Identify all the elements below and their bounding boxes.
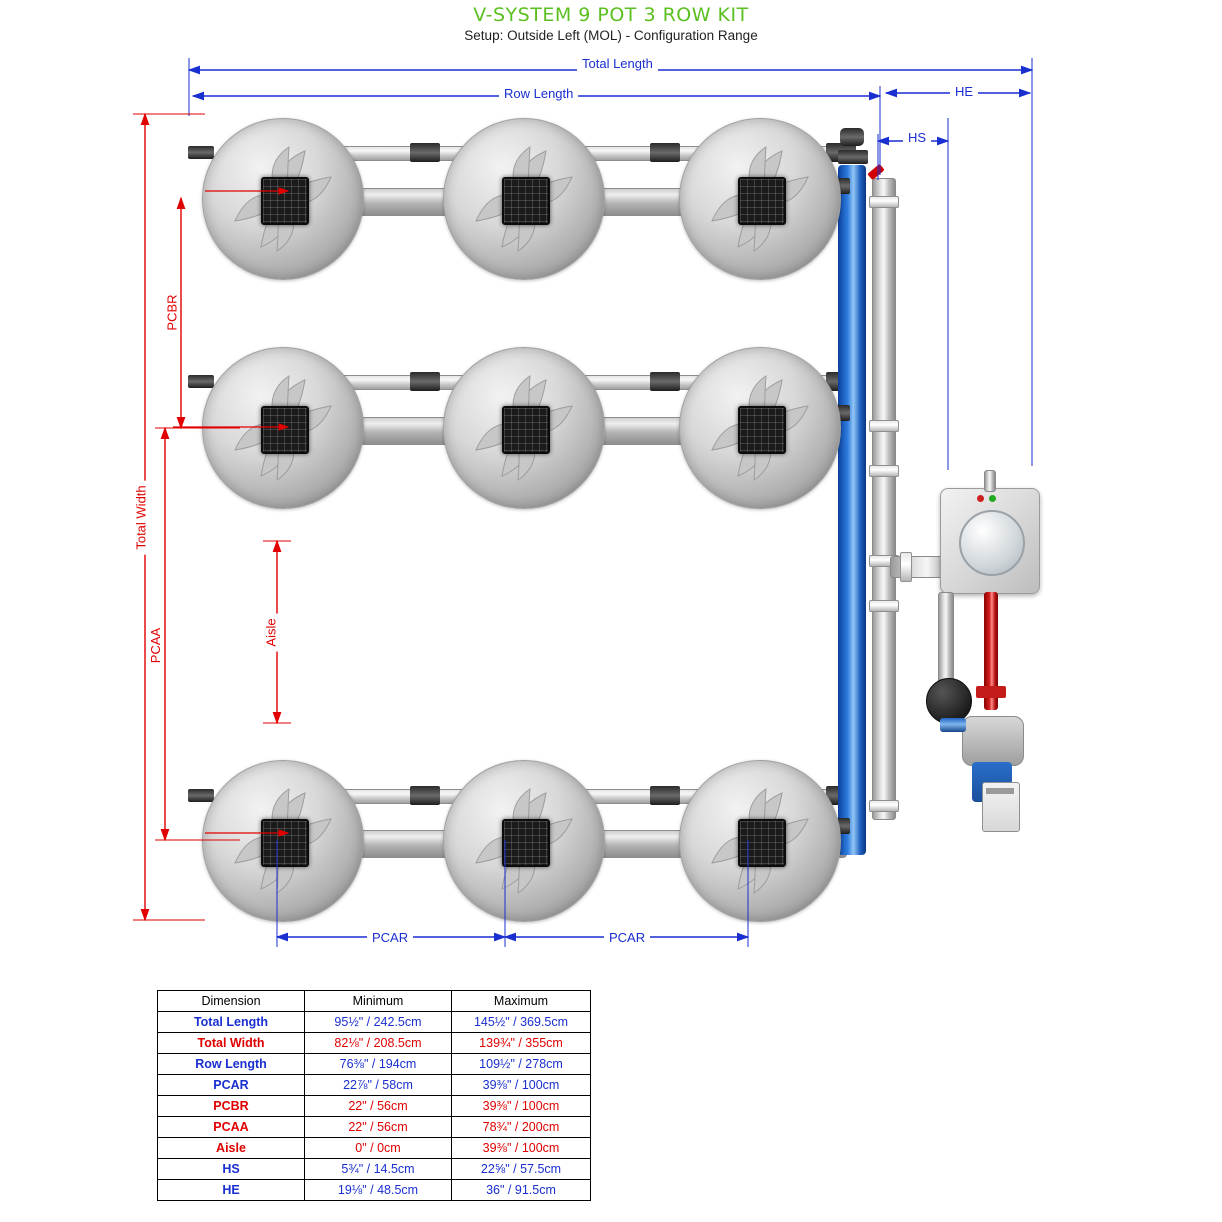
pot-r2-c3[interactable]	[679, 347, 841, 509]
row1-fitting-b	[650, 143, 680, 162]
pot-hub	[738, 177, 786, 225]
pot-r3-c2[interactable]	[443, 760, 605, 922]
pot-r3-c1[interactable]	[202, 760, 364, 922]
table-cell-dimension: HS	[158, 1159, 305, 1180]
table-cell-minimum: 22" / 56cm	[305, 1096, 452, 1117]
dimensions-table	[157, 990, 591, 1201]
blue-manifold-vertical	[838, 165, 866, 855]
label-hs: HS	[903, 130, 931, 145]
label-he: HE	[950, 84, 978, 99]
table-cell-minimum: 22" / 56cm	[305, 1117, 452, 1138]
table-cell-maximum: 22⅝" / 57.5cm	[452, 1159, 591, 1180]
table-cell-maximum: 39⅜" / 100cm	[452, 1075, 591, 1096]
controller-led-green	[989, 495, 996, 502]
table-cell-dimension: Total Length	[158, 1012, 305, 1033]
table-cell-maximum: 39⅜" / 100cm	[452, 1138, 591, 1159]
grey-return-pipe	[872, 178, 896, 820]
row3-left-endcap	[188, 789, 214, 802]
table-cell-minimum: 19⅛" / 48.5cm	[305, 1180, 452, 1201]
red-valve[interactable]	[976, 686, 1006, 698]
controller-led-red	[977, 495, 984, 502]
table-cell-maximum: 109½" / 278cm	[452, 1054, 591, 1075]
table-cell-minimum: 82⅛" / 208.5cm	[305, 1033, 452, 1054]
table-cell-maximum: 39⅜" / 100cm	[452, 1096, 591, 1117]
controller-feed-collar	[900, 552, 912, 582]
pot-hub	[738, 819, 786, 867]
pot-r2-c2[interactable]	[443, 347, 605, 509]
table-cell-dimension: Aisle	[158, 1138, 305, 1159]
label-total-length: Total Length	[577, 56, 658, 71]
table-cell-minimum: 95½" / 242.5cm	[305, 1012, 452, 1033]
table-cell-maximum: 78¾" / 200cm	[452, 1117, 591, 1138]
table-cell-dimension: PCAA	[158, 1117, 305, 1138]
grey-pipe-collar-6	[869, 800, 899, 812]
label-row-length: Row Length	[499, 86, 578, 101]
row1-fitting-a	[410, 143, 440, 162]
table-cell-dimension: Total Width	[158, 1033, 305, 1054]
pot-r3-c3[interactable]	[679, 760, 841, 922]
table-row	[158, 1138, 591, 1159]
table-cell-maximum: 145½" / 369.5cm	[452, 1012, 591, 1033]
label-pcbr: PCBR	[165, 289, 180, 335]
grey-pipe-collar-3	[869, 465, 899, 477]
pot-r1-c1[interactable]	[202, 118, 364, 280]
table-cell-dimension: HE	[158, 1180, 305, 1201]
table-cell-dimension: PCBR	[158, 1096, 305, 1117]
pot-hub	[502, 406, 550, 454]
table-header-cell: Minimum	[305, 991, 452, 1012]
controller-box[interactable]	[940, 488, 1040, 594]
controller-stem	[984, 470, 996, 492]
table-row	[158, 1054, 591, 1075]
grey-pipe-collar-2	[869, 420, 899, 432]
row1-left-endcap	[188, 146, 214, 159]
table-cell-minimum: 22⅞" / 58cm	[305, 1075, 452, 1096]
pump-body	[962, 716, 1024, 766]
label-total-width: Total Width	[134, 480, 149, 554]
table-cell-dimension: PCAR	[158, 1075, 305, 1096]
pot-hub	[261, 177, 309, 225]
pot-hub	[738, 406, 786, 454]
table-row	[158, 1096, 591, 1117]
row2-left-endcap	[188, 375, 214, 388]
table-row	[158, 1180, 591, 1201]
pot-r1-c2[interactable]	[443, 118, 605, 280]
label-pcar-left: PCAR	[367, 930, 413, 945]
label-pcar-right: PCAR	[604, 930, 650, 945]
table-header-cell: Maximum	[452, 991, 591, 1012]
label-pcaa: PCAA	[148, 623, 163, 668]
pump-label-stripe	[986, 788, 1014, 794]
pot-hub	[261, 819, 309, 867]
row2-fitting-b	[650, 372, 680, 391]
table-row	[158, 1075, 591, 1096]
manifold-top-tee	[838, 150, 868, 164]
pot-hub	[502, 819, 550, 867]
pot-r2-c1[interactable]	[202, 347, 364, 509]
table-row	[158, 1117, 591, 1138]
row3-fitting-a	[410, 786, 440, 805]
pot-hub	[261, 406, 309, 454]
grey-pipe-collar-1	[869, 196, 899, 208]
row2-fitting-a	[410, 372, 440, 391]
grey-pipe-collar-5	[869, 600, 899, 612]
table-cell-maximum: 139¾" / 355cm	[452, 1033, 591, 1054]
page-subtitle: Setup: Outside Left (MOL) - Configuration Range	[464, 28, 758, 43]
table-cell-maximum: 36" / 91.5cm	[452, 1180, 591, 1201]
row3-fitting-b	[650, 786, 680, 805]
manifold-top-elbow	[840, 128, 864, 146]
controller-dial[interactable]	[959, 510, 1025, 576]
table-row	[158, 1159, 591, 1180]
table-cell-minimum: 5¾" / 14.5cm	[305, 1159, 452, 1180]
pot-r1-c3[interactable]	[679, 118, 841, 280]
table-header-cell: Dimension	[158, 991, 305, 1012]
table-header-row	[158, 991, 591, 1012]
table-row	[158, 1033, 591, 1054]
label-aisle: Aisle	[264, 613, 279, 651]
table-cell-dimension: Row Length	[158, 1054, 305, 1075]
pot-hub	[502, 177, 550, 225]
pump-inlet-pipe	[940, 718, 966, 732]
table-cell-minimum: 76⅜" / 194cm	[305, 1054, 452, 1075]
table-row	[158, 1012, 591, 1033]
table-cell-minimum: 0" / 0cm	[305, 1138, 452, 1159]
page-title: V-SYSTEM 9 POT 3 ROW KIT	[473, 4, 749, 26]
